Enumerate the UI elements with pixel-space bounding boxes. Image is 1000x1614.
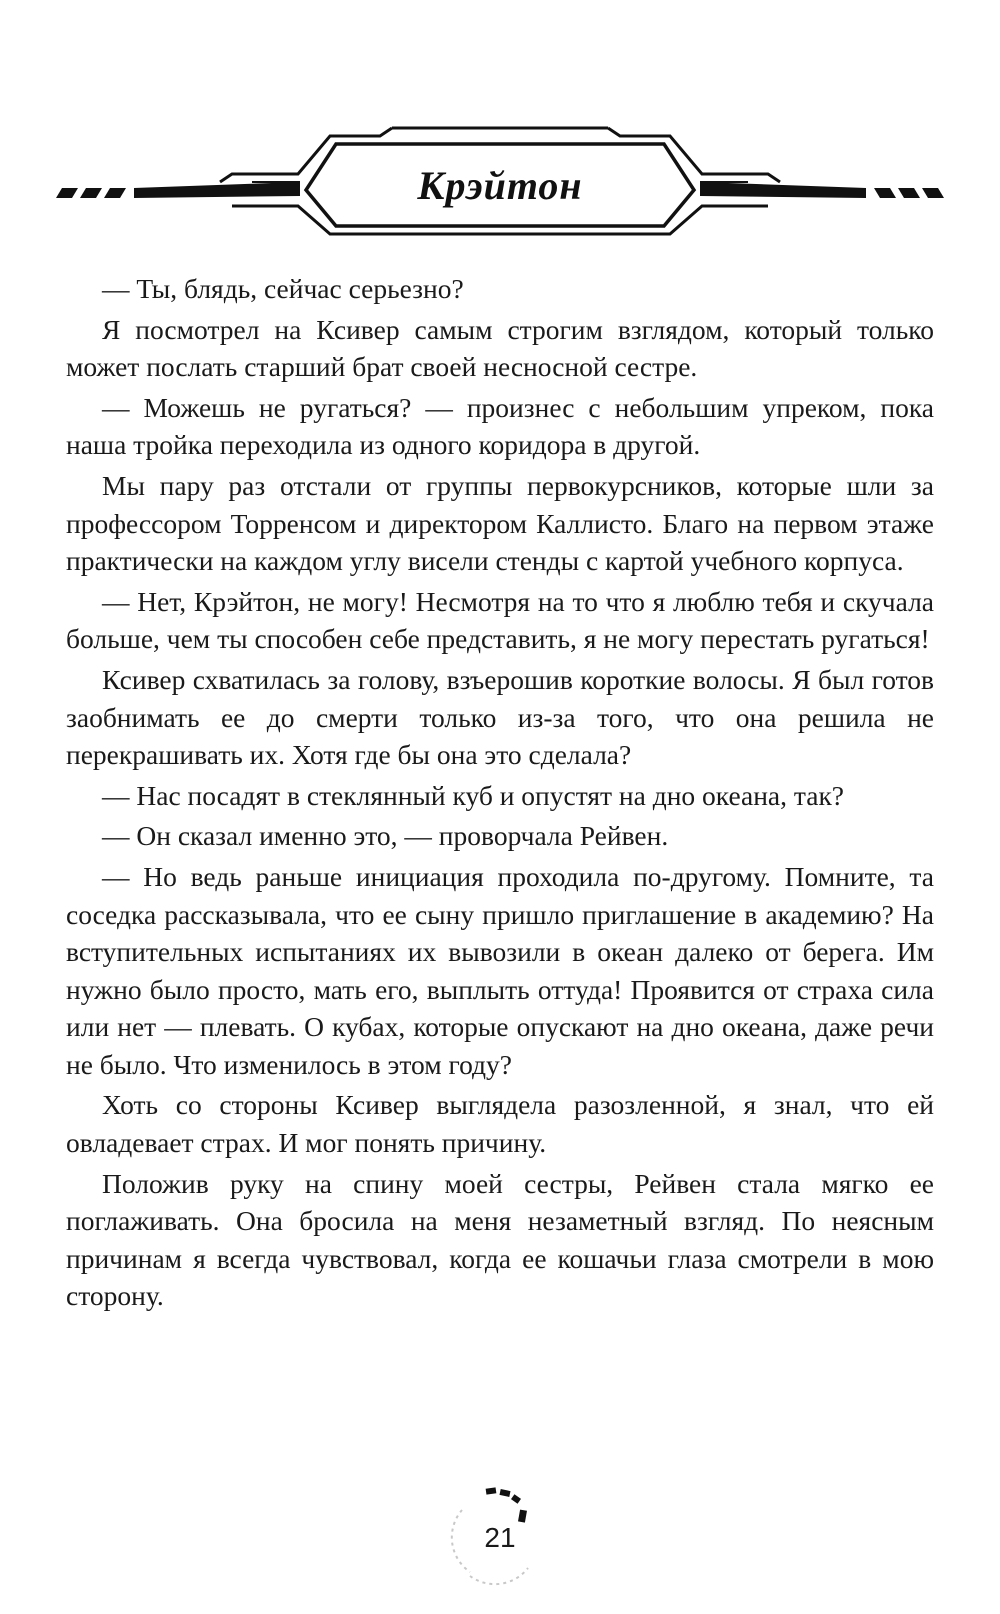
paragraph: — Ты, блядь, сейчас серьезно? (102, 273, 464, 304)
paragraph: Мы пару раз отстали от группы первокурсников, которые шли за профессором Торренсом и директором Каллисто. Благо на первом этаже практически на каждом углу висели стенды с картой учебного корпуса. (66, 469, 934, 577)
paragraph: — Нас посадят в стеклянный куб и опустят на дно океана, так? (102, 779, 845, 811)
page-number: 21 (484, 1522, 516, 1553)
chapter-header (0, 110, 1000, 250)
chapter-title: Крэйтон (417, 163, 583, 208)
paragraph: Положив руку на спину моей сестры, Рейвен стала мягко ее поглаживать. Она бросила на меня незаметный взгляд. По неясным причинам я всегда чувствовал, когда ее кошачьи глаза смотрели в мою сторону. (66, 1167, 934, 1312)
paragraph: — Можешь не ругаться? — произнес с небольшим упреком, пока наша тройка переходила из одного коридора в другой. (66, 391, 934, 461)
paragraph: Хоть со стороны Ксивер выглядела разозленной, я знал, что ей овладевает страх. И мог понять причину. (66, 1089, 934, 1159)
paragraph: — Нет, Крэйтон, не могу! Несмотря на то что я люблю тебя и скучала больше, чем ты способен себе представить, я не могу перестать ругаться! (66, 585, 934, 655)
paragraph: Ксивер схватилась за голову, взъерошив короткие волосы. Я был готов заобнимать ее до смерти только из-за того, что она решила не перекрашивать их. Хотя где бы она это сделала? (66, 663, 934, 771)
body-text (66, 270, 934, 1318)
page-footer (0, 1480, 1000, 1590)
paragraph: — Он сказал именно это, — проворчала Рейвен. (102, 820, 669, 852)
paragraph: — Но ведь раньше инициация проходила по-другому. Помните, та соседка рассказывала, что ее сыну пришло приглашение в академию? На вступительных испытаниях их вывозили в океан далеко от берега. Им нужно было просто, мать его, выплыть оттуда! Проявится от страха сила или нет — плевать. О кубах, которые опускают на дно океана, даже речи не было. Что изменилось в этом году? (66, 860, 934, 1080)
paragraph: Я посмотрел на Ксивер самым строгим взглядом, который только может послать старший брат своей несносной сестре. (66, 313, 934, 383)
